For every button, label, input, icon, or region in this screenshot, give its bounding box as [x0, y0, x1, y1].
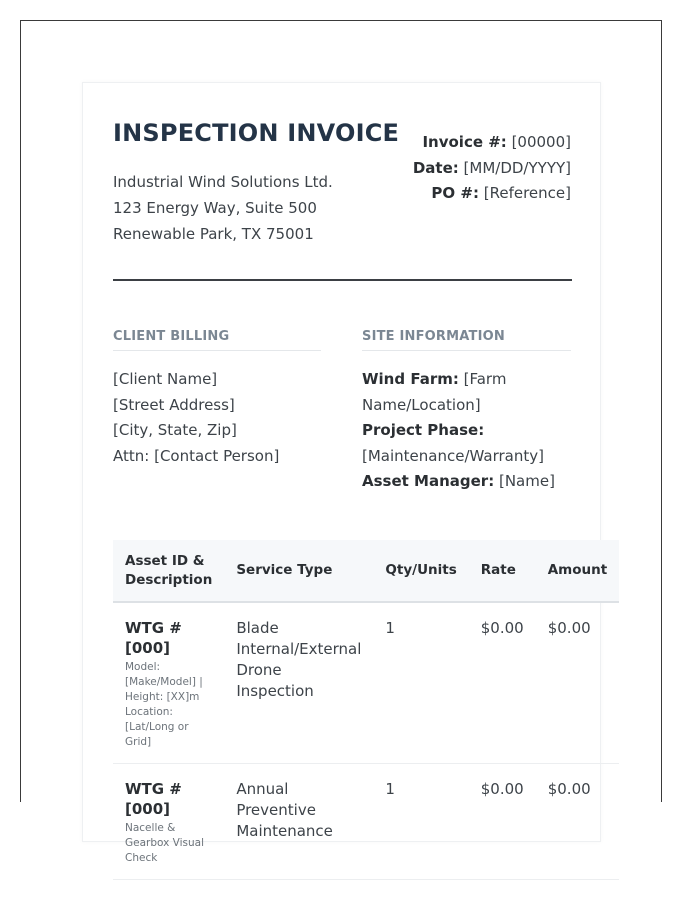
table-row — [113, 602, 619, 764]
amount-cell: $0.00 — [547, 619, 591, 637]
rate-cell: $0.00 — [480, 619, 524, 637]
service-type-cell: Blade Internal/External Drone Inspection — [236, 619, 362, 700]
client-name: [Client Name] — [113, 370, 218, 388]
invoice-date-value: [MM/DD/YYYY] — [463, 158, 571, 177]
invoice-meta — [413, 130, 571, 207]
qty-cell: 1 — [385, 619, 395, 637]
company-name: Industrial Wind Solutions Ltd. — [113, 173, 333, 191]
column-header-asset: Asset ID & Description — [125, 552, 213, 588]
asset-description: Model: [Make/Model] | Height: [XX]m Location: [Lat/Long or Grid] — [125, 661, 203, 748]
column-header-qty: Qty/Units — [385, 562, 457, 578]
site-information-block — [362, 367, 572, 495]
site-information-heading: SITE INFORMATION — [362, 329, 571, 351]
invoice-date-row — [413, 156, 571, 182]
asset-id: WTG #[000] — [125, 780, 182, 818]
client-billing-block — [113, 367, 279, 469]
rate-cell: $0.00 — [480, 780, 524, 798]
invoice-date-label: Date: — [412, 158, 459, 177]
service-type-cell: Annual Preventive Maintenance — [236, 780, 333, 840]
asset-cell — [113, 602, 224, 764]
document-frame — [20, 20, 662, 864]
project-phase-row — [362, 418, 572, 469]
asset-id: WTG #[000] — [125, 619, 182, 657]
wind-farm-label: Wind Farm: — [362, 370, 459, 388]
company-address-line-1: 123 Energy Way, Suite 500 — [113, 199, 317, 217]
po-number-row — [413, 181, 571, 207]
po-number-value: [Reference] — [483, 184, 571, 202]
amount-cell: $0.00 — [547, 780, 591, 798]
wind-farm-row — [362, 367, 572, 418]
line-items-table — [113, 540, 619, 880]
invoice-number-value: [00000] — [511, 133, 571, 151]
client-street: [Street Address] — [113, 395, 235, 414]
table-header-row — [113, 540, 619, 602]
client-attention: Attn: [Contact Person] — [113, 446, 280, 465]
column-header-rate: Rate — [480, 562, 516, 578]
po-number-label: PO #: — [431, 184, 479, 202]
invoice-page — [82, 82, 608, 864]
header-divider — [113, 279, 572, 281]
wind-farm-value: [Farm Name/Location] — [362, 370, 507, 414]
client-city-state-zip: [City, State, Zip] — [113, 421, 237, 439]
invoice-number-row — [413, 130, 571, 156]
company-block — [113, 169, 333, 247]
asset-manager-value: [Name] — [498, 472, 555, 490]
project-phase-label: Project Phase: — [362, 421, 485, 439]
asset-description: Nacelle & Gearbox Visual Check — [125, 822, 205, 864]
client-billing-heading: CLIENT BILLING — [113, 329, 321, 351]
asset-cell — [113, 764, 224, 880]
invoice-number-label: Invoice #: — [422, 133, 507, 151]
qty-cell: 1 — [385, 780, 395, 798]
asset-manager-label: Asset Manager: — [362, 472, 495, 490]
project-phase-value: [Maintenance/Warranty] — [362, 446, 544, 465]
column-header-service: Service Type — [236, 562, 333, 578]
asset-manager-row — [362, 469, 572, 495]
column-header-amount: Amount — [547, 562, 608, 578]
company-address-line-2: Renewable Park, TX 75001 — [113, 225, 314, 243]
invoice-title: INSPECTION INVOICE — [113, 119, 400, 147]
table-row — [113, 764, 619, 880]
